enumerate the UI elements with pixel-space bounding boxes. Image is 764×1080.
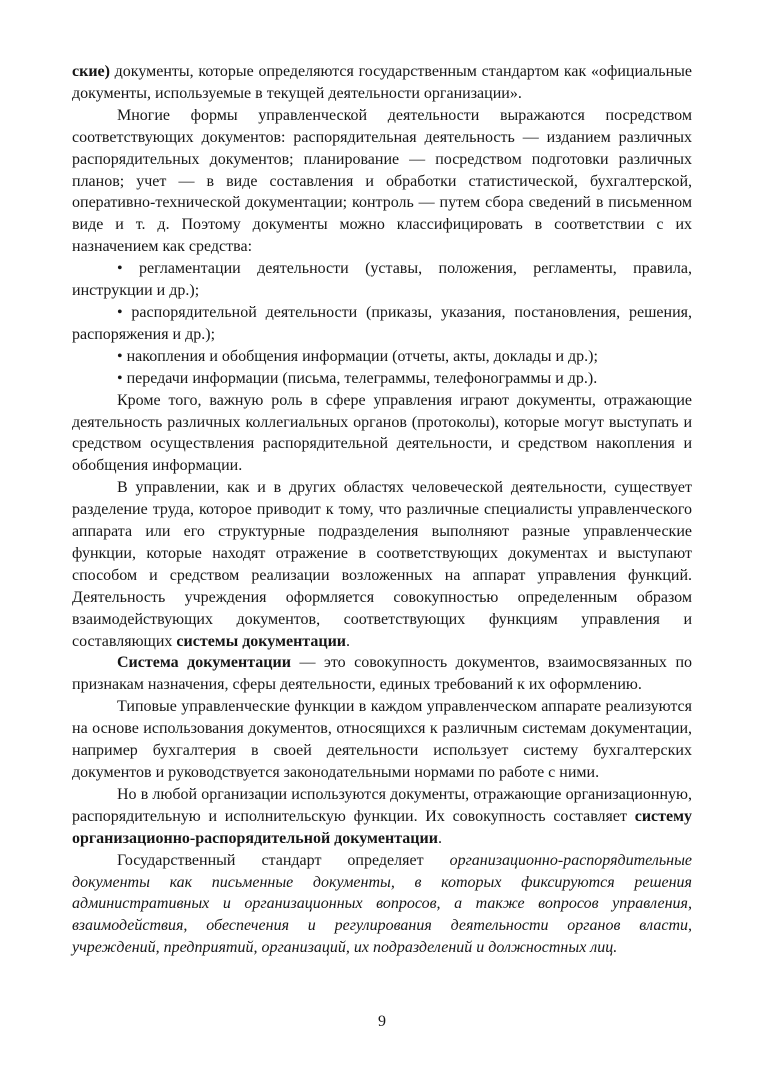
italic-definition: организационно-распорядительные документы как письменные документы, в которых фиксируются решения административных и организационных вопросов, а также вопросов управления, взаимодействия, обеспечения и регулирования деятельности органов власти, учреждений, предприятий, организаций, их подразделений и должностных лиц. (72, 851, 692, 957)
paragraph-text: . (437, 829, 442, 847)
paragraph-ord (72, 784, 692, 850)
paragraph-continuation (72, 61, 692, 105)
bullet-item: • регламентации деятельности (уставы, положения, регламенты, правила, инструкции и др.); (72, 260, 692, 300)
paragraph-text: документы, которые определяются государственным стандартом как «официальные документы, используемые в текущей деятельности организации». (72, 63, 692, 102)
page-body (72, 61, 692, 959)
paragraph-text: В управлении, как и в других областях человеческой деятельности, существует разделение труда, которое приводит к тому, что различные специалисты управленческого аппарата или его структурные подразделения выполняют разные управленческие функции, которые находят отражение в соответствующих документах и выступают способом и средством реализации возложенных на аппарат управления функций. Деятельность учреждения оформляется совокупностью определенным образом взаимодействующих документов, соответствующих функциям управления и составляющих (72, 479, 692, 650)
paragraph-standard (72, 850, 692, 960)
bold-text: ские) (72, 63, 110, 80)
paragraph-typical-functions: Типовые управленческие функции в каждом управленческом аппарате реализуются на основе использования документов, относящихся к различным системам документации, например бухгалтерия в своей деятельности использует систему бухгалтерских документов и руководствуется законодательными нормами по работе с ними. (72, 698, 692, 781)
paragraph-definition (72, 652, 692, 696)
paragraph-text: Но в любой организации используются документы, отражающие организационную, распорядительную и исполнительскую функции. Их совокупность составляет (72, 785, 692, 825)
bold-term: Система документации (117, 654, 291, 672)
paragraph-collegial: Кроме того, важную роль в сфере управления играют документы, отражающие деятельность различных коллегиальных органов (протоколы), которые могут выступать и средством осуществления распорядительной деятельности, и средством накопления и обобщения информации. (72, 391, 692, 475)
paragraph-division-of-labor (72, 477, 692, 652)
bold-term: систему организационно-распорядительной документации (72, 807, 692, 847)
page-number: 9 (378, 1013, 386, 1030)
bold-term: системы документации (176, 632, 346, 650)
bullet-item: • накопления и обобщения информации (отчеты, акты, доклады и др.); (117, 347, 598, 365)
paragraph-forms: Многие формы управленческой деятельности выражаются посредством соответствующих документов: распорядительная деятельность — изданием различных распорядительных документов; планирование — посредством подготовки различных планов; учет — в виде составления и обработки статистической, бухгалтерской, оперативно-технической документации; контроль — путем сбора сведений в письменном виде и т. д. Поэтому документы можно классифицировать в соответствии с их назначением как средства: (72, 106, 692, 256)
bullet-item: • распорядительной деятельности (приказы, указания, постановления, решения, распоряжения и др.); (72, 303, 692, 343)
paragraph-text: . (346, 632, 350, 650)
bullet-item: • передачи информации (письма, телеграммы, телефонограммы и др.). (117, 369, 598, 387)
paragraph-text: Государственный стандарт определяет (117, 851, 450, 869)
paragraph-text: — это совокупность документов, взаимосвязанных по признакам назначения, сферы деятельности, единых требований к их оформлению. (72, 654, 693, 694)
